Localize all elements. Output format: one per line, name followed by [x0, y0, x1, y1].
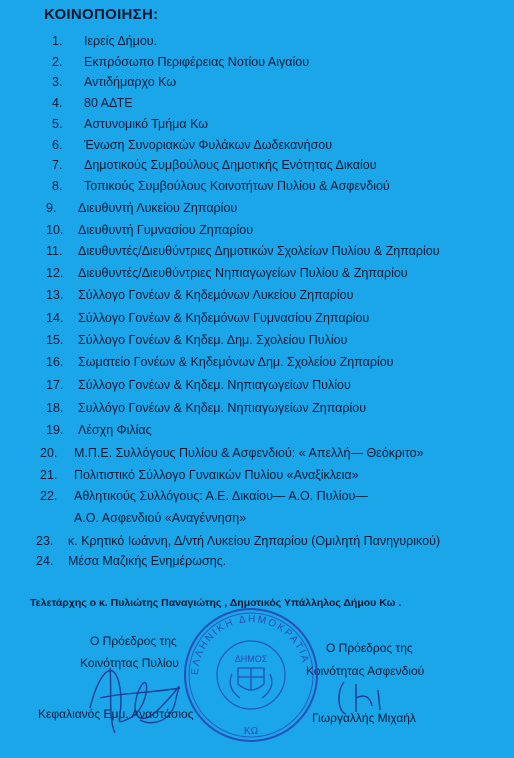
list-item-number: 8.: [52, 179, 63, 193]
list-item-number: 14.: [46, 311, 64, 325]
list-item-number: 20.: [40, 446, 58, 460]
left-signatory-title-2: Κοινότητας Πυλίου: [80, 656, 179, 670]
list-item-text: Σύλλογο Γονέων & Κηδεμόνων Λυκείου Ζηπαρίου: [78, 288, 354, 302]
list-item-text: Σύλλογο Γονέων & Κηδεμόνων Γυμνασίου Ζηπαρίου: [78, 311, 370, 325]
left-signatory-title-1: Ο Πρόεδρος της: [90, 634, 177, 648]
ceremony-master-note: Τελετάρχης ο κ. Πυλιώτης Παναγιώτης , Δημοτικός Υπάλληλος Δήμου Κω .: [30, 597, 402, 609]
list-item-number: 6.: [52, 138, 63, 152]
stamp-bottom-text: ΚΩ: [243, 726, 259, 737]
list-item-text: Μέσα Μαζικής Ενημέρωσης.: [68, 554, 227, 568]
list-item-text: Μ.Π.Ε. Συλλόγους Πυλίου & Ασφενδιού: « Απελλή— Θεόκριτο»: [74, 446, 424, 460]
list-item-text: Πολιτιστικό Σύλλογο Γυναικών Πυλίου «Αναξίκλεια»: [74, 468, 359, 482]
list-item-text: Α.Ο. Ασφενδιού «Αναγέννηση»: [74, 511, 247, 525]
list-item-number: 12.: [46, 266, 64, 280]
list-item-text: Ιερείς Δήμου.: [84, 34, 158, 48]
list-item-text: Σωματείο Γονέων & Κηδεμόνων Δημ. Σχολείου Ζηπαρίου: [78, 355, 394, 369]
list-item-number: 9.: [46, 201, 57, 215]
list-item-text: Εκπρόσωπο Περιφέρειας Νοτίου Αιγαίου: [84, 55, 310, 69]
list-item-text: Αθλητικούς Συλλόγους: Α.Ε. Δικαίου— Α.Ο. Πυλίου—: [74, 489, 368, 503]
list-item-text: Αντιδήμαρχο Κω: [84, 75, 177, 89]
list-item-text: Διευθυντές/Διευθύντριες Δημοτικών Σχολείων Πυλίου & Ζηπαρίου: [78, 244, 440, 258]
list-item-number: 5.: [52, 117, 63, 131]
list-item-number: 13.: [46, 288, 64, 302]
list-item-text: Λέσχη Φιλίας: [78, 423, 152, 437]
stamp-inner-text: ΔΗΜΟΣ: [234, 654, 268, 664]
list-item-text: Ένωση Συνοριακών Φυλάκων Δωδεκανήσου: [84, 138, 333, 152]
list-item-text: κ. Κρητικό Ιωάννη, Δ/ντή Λυκείου Ζηπαρίου (Ομιλητή Πανηγυρικού): [68, 534, 441, 548]
right-signatory-name: Γιωργαλλής Μιχαήλ: [312, 711, 416, 725]
list-item-number: 15.: [46, 333, 64, 347]
list-item-text: Διευθυντή Λυκείου Ζηπαρίου: [78, 201, 238, 215]
list-item-number: 16.: [46, 355, 64, 369]
left-signature-scribble: [80, 648, 190, 738]
list-item-text: Διευθυντή Γυμνασίου Ζηπαρίου: [78, 223, 254, 237]
list-item-text: Διευθυντές/Διευθύντριες Νηπιαγωγείων Πυλίου & Ζηπαρίου: [78, 266, 408, 280]
list-item-number: 10.: [46, 223, 64, 237]
stamp-top-text: ΕΛΛΗΝΙΚΗ ΔΗΜΟΚΡΑΤΙΑ: [189, 613, 311, 676]
right-signature-scribble: [326, 672, 396, 722]
list-item-number: 17.: [46, 378, 64, 392]
list-item-number: 1.: [52, 34, 63, 48]
list-item-number: 24.: [36, 554, 54, 568]
list-item-number: 23.: [36, 534, 54, 548]
list-item-text: Σύλλογο Γονέων & Κηδεμ. Νηπιαγωγείων Πυλίου: [78, 378, 351, 392]
list-item-text: Αστυνομικό Τμήμα Κω: [84, 117, 209, 131]
left-signatory-name: Κεφαλιανός Εμμ. Αναστάσιος: [38, 707, 194, 721]
list-item-number: 2.: [52, 55, 63, 69]
list-item-text: Δημοτικούς Συμβούλους Δημοτικής Ενότητας Δικαίου: [84, 158, 377, 172]
list-item-number: 4.: [52, 96, 63, 110]
list-item-number: 18.: [46, 401, 64, 415]
list-item-number: 22.: [40, 489, 58, 503]
list-item-number: 19.: [46, 423, 64, 437]
list-item-number: 3.: [52, 75, 63, 89]
list-item-number: 21.: [40, 468, 58, 482]
list-item-text: Σύλλογο Γονέων & Κηδεμ. Δημ. Σχολείου Πυλίου: [78, 333, 348, 347]
list-item-number: 11.: [46, 244, 63, 258]
right-signatory-title-2: Κοινότητας Ασφενδιού: [306, 664, 425, 678]
list-item-text: Συλλόγο Γονέων & Κηδεμ. Νηπιαγωγείων Ζηπαρίου: [78, 401, 367, 415]
list-item-text: Τοπικούς Συμβούλους Κοινοτήτων Πυλίου & Ασφενδιού: [84, 179, 390, 193]
right-signatory-title-1: Ο Πρόεδρος της: [326, 641, 413, 655]
municipal-seal-stamp: [180, 604, 322, 746]
list-item-number: 7.: [52, 158, 63, 172]
list-item-text: 80 ΑΔΤΕ: [84, 96, 133, 110]
notification-heading: ΚΟΙΝΟΠΟΙΗΣΗ:: [44, 6, 159, 23]
coat-of-arms-icon: [230, 668, 272, 698]
